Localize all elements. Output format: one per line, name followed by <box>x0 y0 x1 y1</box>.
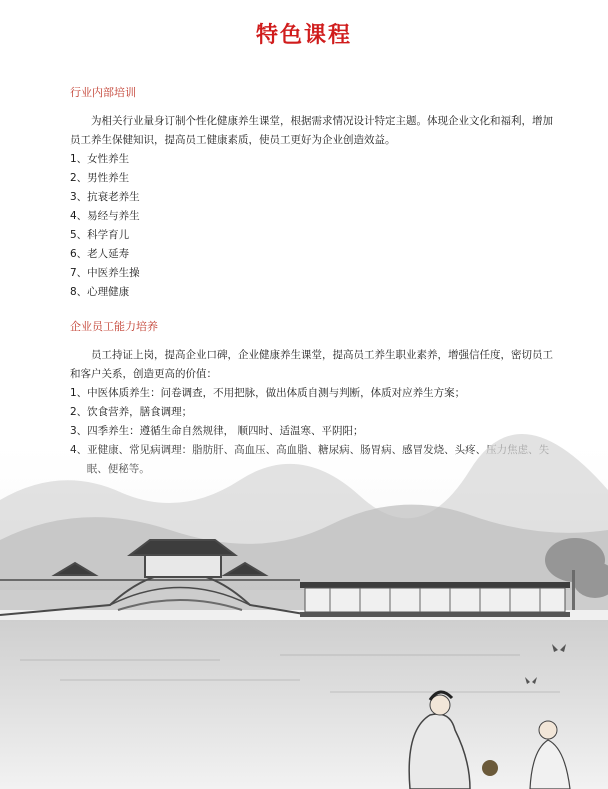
section-intro: 为相关行业量身订制个性化健康养生课堂，根据需求情况设计特定主题。体现企业文化和福利，增加员工养生保健知识，提高员工健康素质，使员工更好为企业创造效益。 <box>70 115 553 146</box>
section-intro: 员工持证上岗，提高企业口碑，企业健康养生课堂，提高员工养生职业素养，增强信任度，密切员工和客户关系，创造更高的价值： <box>70 349 553 380</box>
covered-bridge-icon <box>300 582 570 617</box>
list-item: 2、饮食营养，膳食调理； <box>70 406 193 418</box>
list-item: 6、老人延寿 <box>70 248 130 260</box>
course-list <box>70 150 556 302</box>
list-item: 5、科学育儿 <box>70 229 130 241</box>
page-title: 特色课程 <box>255 23 352 48</box>
section-industry-training <box>70 84 556 302</box>
list-item: 7、中医养生操 <box>70 267 140 279</box>
list-item: 2、男性养生 <box>70 172 130 184</box>
list-item: 3、抗衰老养生 <box>70 191 140 203</box>
list-item: 8、心理健康 <box>70 286 130 298</box>
list-item: 1、中医体质养生：问卷调查，不用把脉，做出体质自测与判断，体质对应养生方案； <box>70 387 466 399</box>
list-item: 4、易经与养生 <box>70 210 140 222</box>
section-heading: 企业员工能力培养 <box>70 320 158 333</box>
list-item: 1、女性养生 <box>70 153 130 165</box>
section-heading: 行业内部培训 <box>70 86 136 99</box>
ink-landscape-illustration <box>0 430 608 789</box>
